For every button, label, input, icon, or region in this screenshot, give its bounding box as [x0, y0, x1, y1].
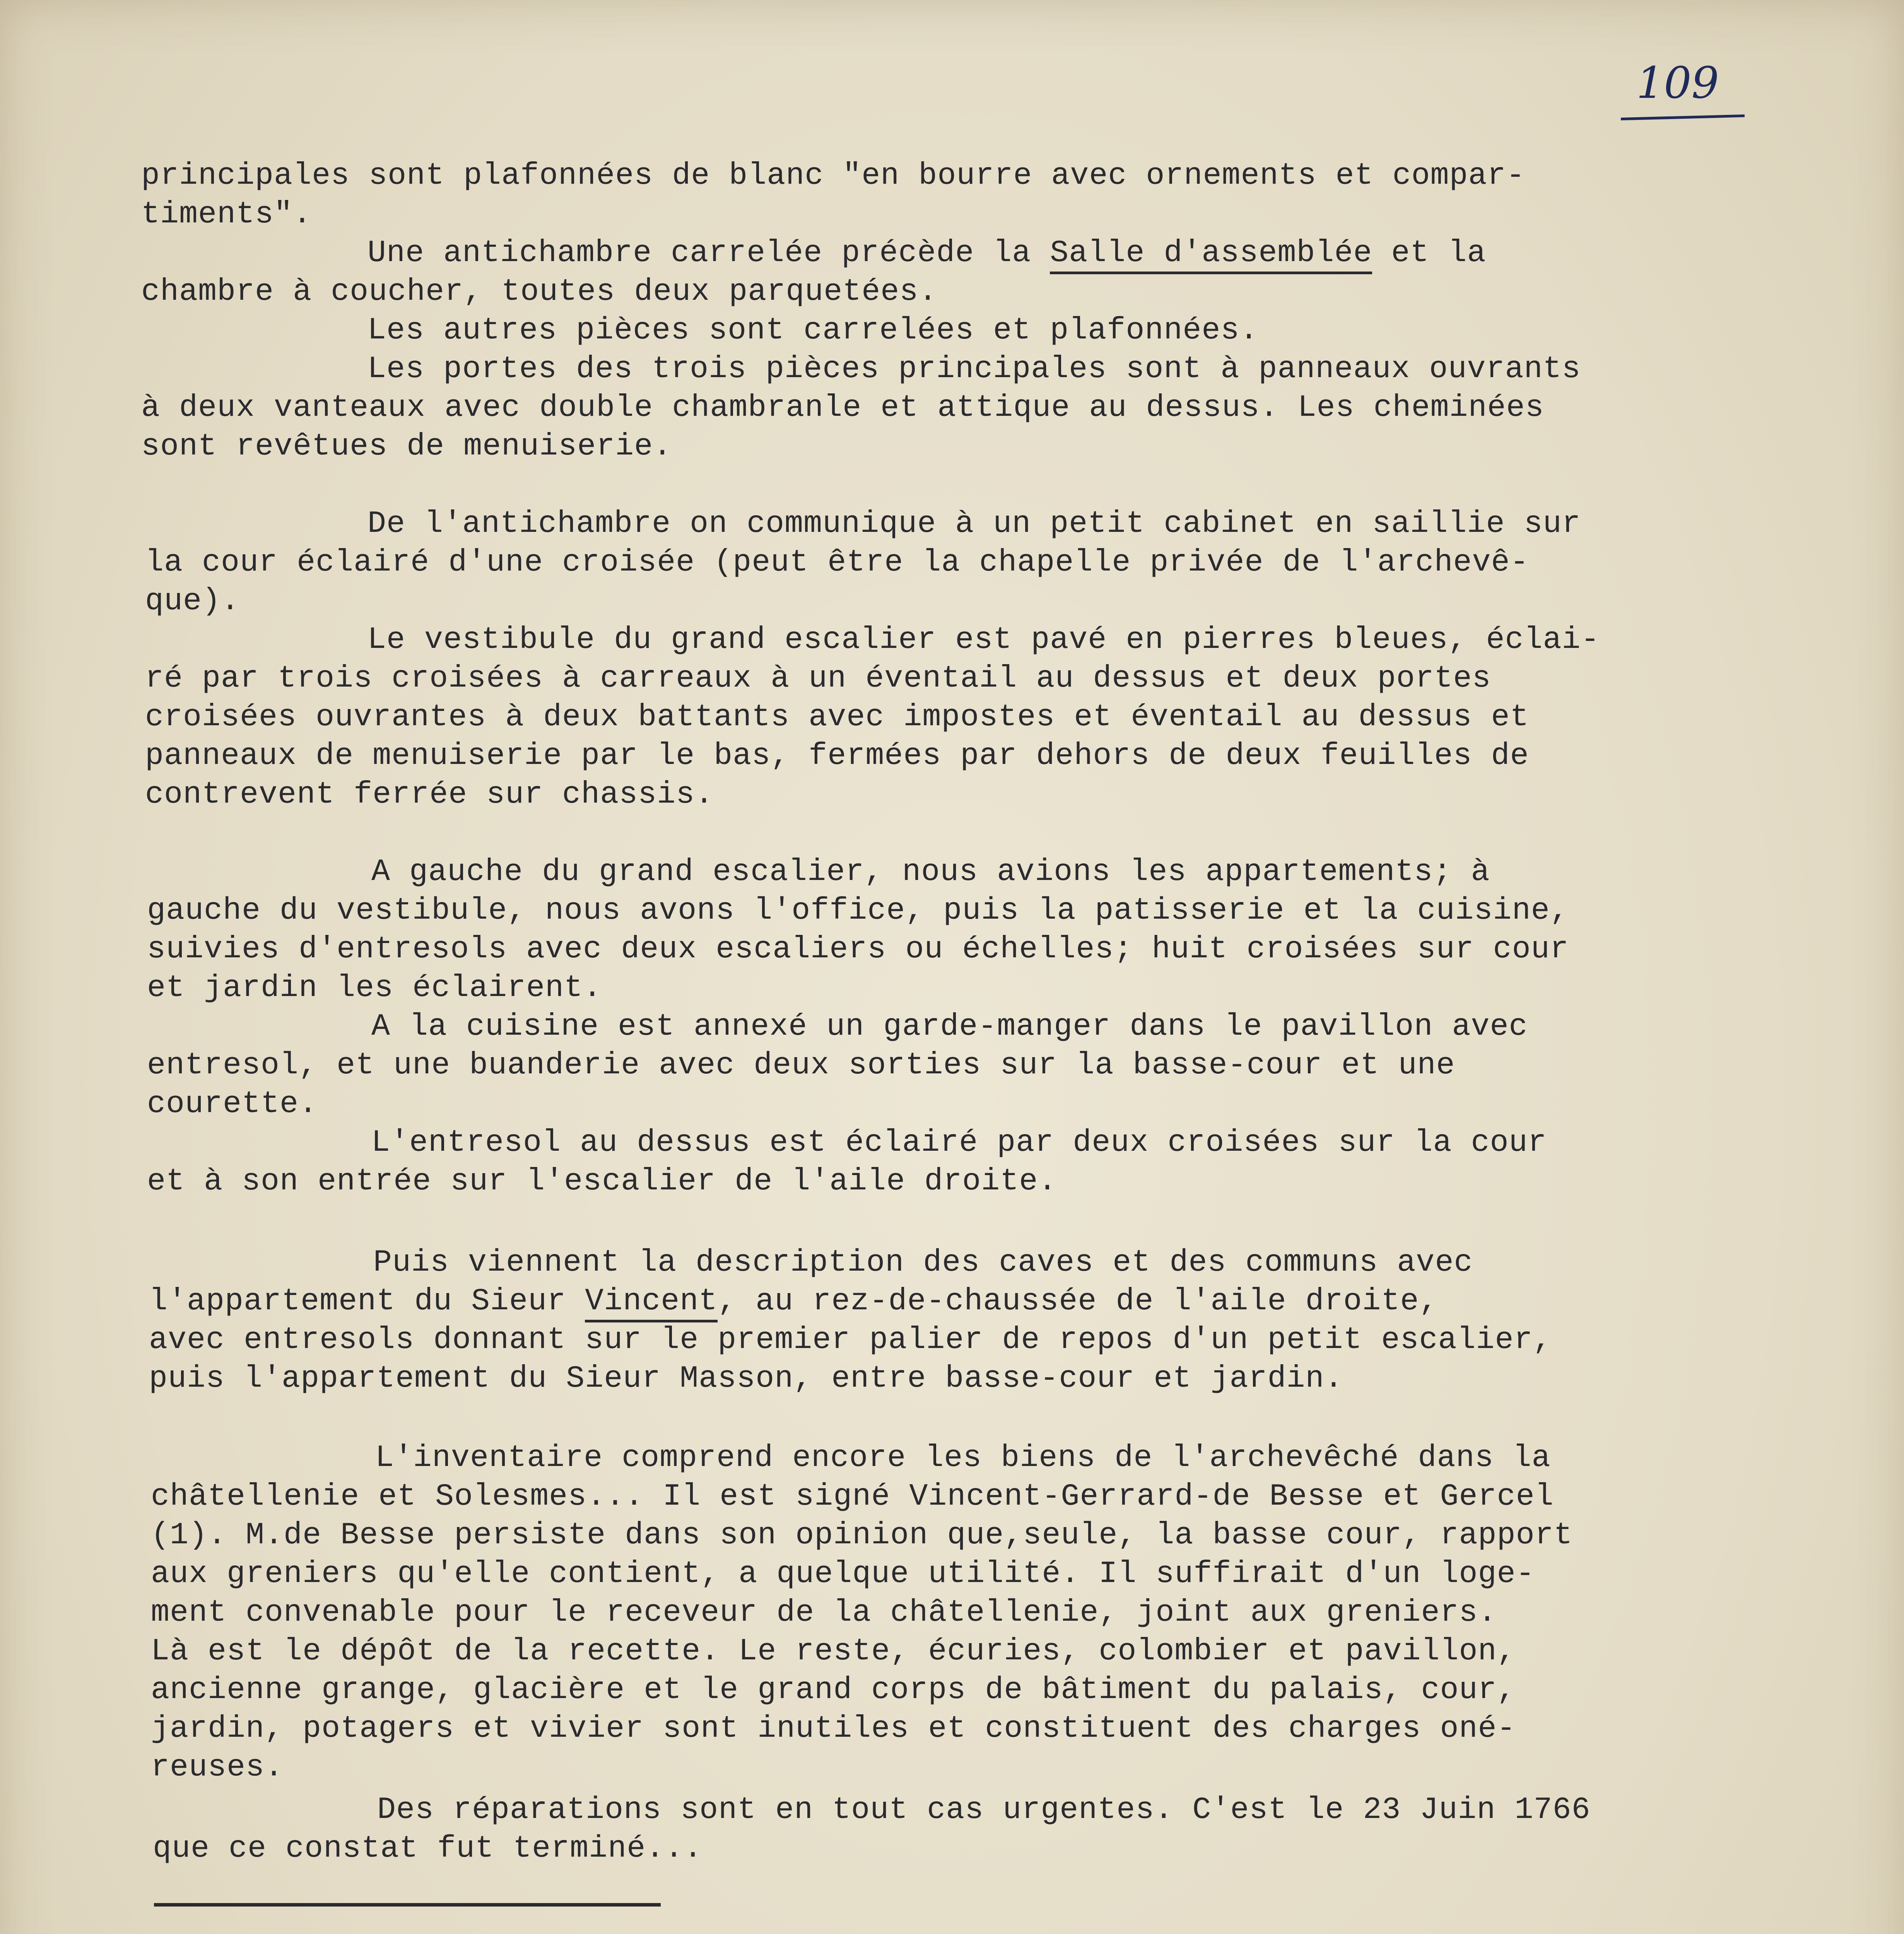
- body-line: timents".: [141, 197, 312, 232]
- body-line: ré par trois croisées à carreaux à un éventail au dessus et deux portes: [145, 661, 1491, 696]
- body-line: avec entresols donnant sur le premier palier de repos d'un petit escalier,: [149, 1322, 1552, 1358]
- page-number: 109: [1636, 58, 1719, 108]
- body-line: entresol, et une buanderie avec deux sorties sur la basse-cour et une: [147, 1048, 1455, 1083]
- body-line: suivies d'entresols avec deux escaliers ou échelles; huit croisées sur cour: [147, 932, 1569, 967]
- body-line: aux greniers qu'elle contient, a quelque utilité. Il suffirait d'un loge-: [151, 1556, 1535, 1592]
- body-text: Une antichambre carrelée précède la: [367, 236, 1050, 271]
- body-line: ancienne grange, glacière et le grand corps de bâtiment du palais, cour,: [151, 1673, 1516, 1708]
- body-line: principales sont plafonnées de blanc "en bourre avec ornements et compar-: [141, 158, 1525, 193]
- body-line: A la cuisine est annexé un garde-manger dans le pavillon avec: [371, 1009, 1528, 1044]
- body-line: [367, 234, 1486, 273]
- body-line: reuses.: [151, 1750, 284, 1785]
- body-line: puis l'appartement du Sieur Masson, entre basse-cour et jardin.: [149, 1361, 1343, 1396]
- body-line: panneaux de menuiserie par le bas, fermées par dehors de deux feuilles de: [145, 738, 1529, 774]
- body-line: et à son entrée sur l'escalier de l'aile droite.: [147, 1164, 1057, 1199]
- body-line: (1). M.de Besse persiste dans son opinion que,seule, la basse cour, rapport: [151, 1518, 1573, 1553]
- body-line: la cour éclairé d'une croisée (peut être la chapelle privée de l'archevê-: [145, 545, 1529, 580]
- body-line: gauche du vestibule, nous avons l'office, puis la patisserie et la cuisine,: [147, 893, 1569, 928]
- body-line: et jardin les éclairent.: [147, 970, 602, 1006]
- body-line: contrevent ferrée sur chassis.: [145, 777, 714, 812]
- body-line: Le vestibule du grand escalier est pavé en pierres bleues, éclai-: [367, 622, 1600, 658]
- body-line: Les portes des trois pièces principales sont à panneaux ouvrants: [367, 352, 1581, 387]
- body-text: l'appartement du Sieur: [149, 1284, 585, 1319]
- body-line: courette.: [147, 1087, 318, 1122]
- body-line: châtellenie et Solesmes... Il est signé Vincent-Gerrard-de Besse et Gercel: [151, 1479, 1554, 1514]
- body-line: croisées ouvrantes à deux battants avec impostes et éventail au dessus et: [145, 700, 1529, 735]
- body-line: que ce constat fut terminé...: [153, 1831, 703, 1866]
- body-line: L'entresol au dessus est éclairé par deux croisées sur la cour: [371, 1125, 1547, 1160]
- body-line: à deux vanteaux avec double chambranle et attique au dessus. Les cheminées: [141, 390, 1544, 425]
- body-line: sont revêtues de menuiserie.: [141, 429, 672, 464]
- underlined-name: Vincent: [585, 1284, 718, 1322]
- underlined-phrase: Salle d'assemblée: [1050, 236, 1372, 274]
- body-line: jardin, potagers et vivier sont inutiles et constituent des charges oné-: [151, 1711, 1516, 1746]
- page-number-underline: [1621, 114, 1745, 120]
- body-line: De l'antichambre on communique à un petit cabinet en saillie sur: [367, 506, 1581, 542]
- body-line: que).: [145, 584, 240, 619]
- body-line: Des réparations sont en tout cas urgentes. C'est le 23 Juin 1766: [377, 1792, 1591, 1828]
- body-line: chambre à coucher, toutes deux parquetées.: [141, 274, 938, 309]
- body-line: A gauche du grand escalier, nous avions les appartements; à: [371, 854, 1490, 890]
- body-line: Les autres pièces sont carrelées et plafonnées.: [367, 313, 1259, 348]
- footnote-separator: [154, 1903, 661, 1907]
- body-text: , au rez-de-chaussée de l'aile droite,: [718, 1284, 1438, 1319]
- body-line: [149, 1282, 1438, 1321]
- body-line: L'inventaire comprend encore les biens de l'archevêché dans la: [375, 1440, 1551, 1476]
- body-line: ment convenable pour le receveur de la châtellenie, joint aux greniers.: [151, 1595, 1497, 1630]
- body-line: Puis viennent la description des caves et des communs avec: [373, 1245, 1473, 1280]
- body-text: et la: [1372, 236, 1486, 271]
- body-line: Là est le dépôt de la recette. Le reste, écuries, colombier et pavillon,: [151, 1634, 1516, 1669]
